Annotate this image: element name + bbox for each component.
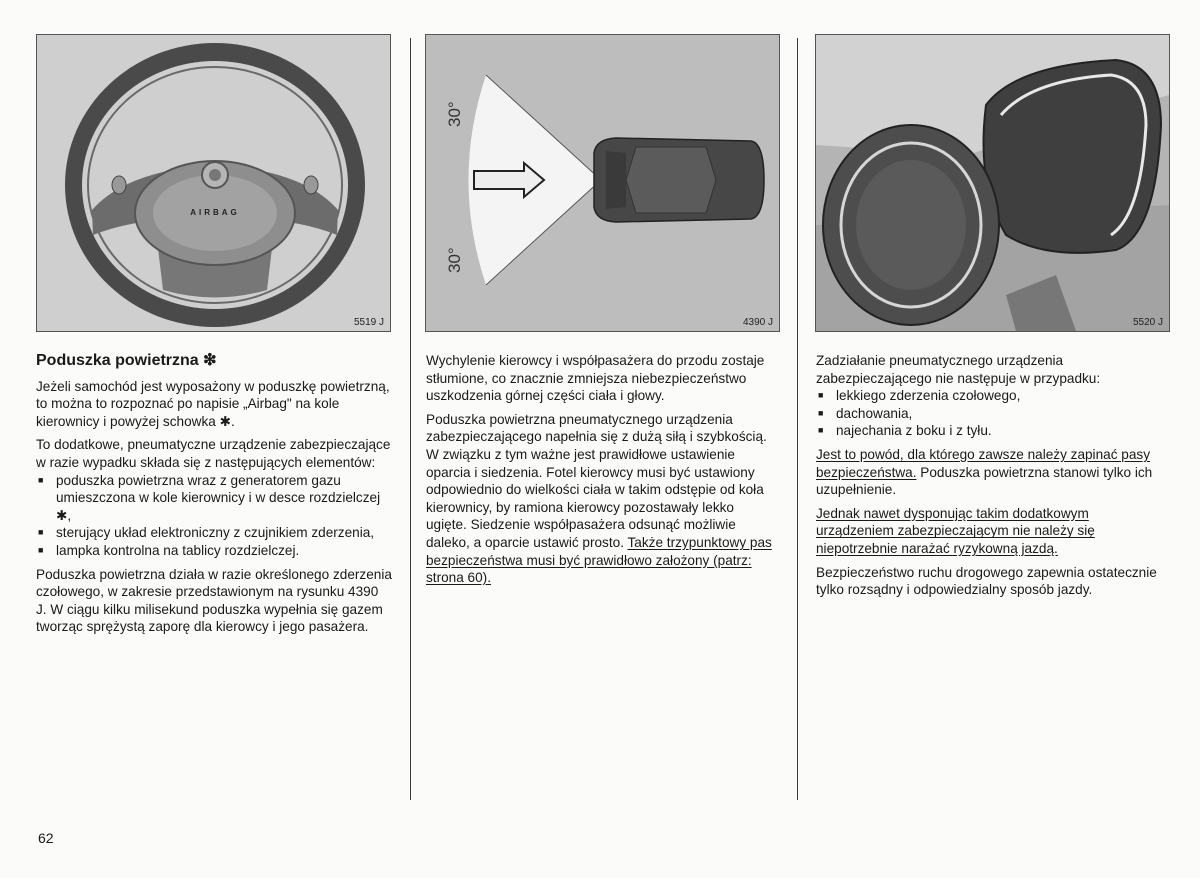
figure-code: 4390 J <box>742 317 773 328</box>
list-item: ■ sterujący układ elektroniczny z czujnikiem zderzenia, <box>36 524 392 542</box>
section-heading <box>36 352 392 370</box>
deployed-airbag-illustration <box>816 35 1169 331</box>
paragraph <box>816 446 1168 499</box>
impact-angle-illustration <box>426 35 779 331</box>
exception-list <box>816 387 1168 440</box>
component-list <box>36 472 392 560</box>
car-top-view-icon <box>594 138 764 222</box>
underlined-note: Także trzypunktowy pas bezpieczeństwa musi być prawidłowo założony (patrz: strona 60). <box>426 534 772 586</box>
steering-wheel-figure <box>36 34 391 332</box>
paragraph-text: Poduszka powietrzna stanowi tylko ich uzupełnienie. <box>816 464 1153 498</box>
paragraph: Bezpieczeństwo ruchu drogowego zapewnia ostatecznie tylko rozsądny i odpowiedzialny sposób jazdy. <box>816 564 1157 598</box>
paragraph-text: Poduszka powietrzna pneumatycznego urządzenia zabezpieczającego napełnia się z dużą siłą i szybkością. W związku z tym ważne jest prawidłowe ustawienie oparcia i siedzenia. Fotel kierowcy musi być ustawiony odpowiednio do wielkości ciała w takim odstępie od koła kierownicy, by ramiona kierowcy pozostawały lekko ugięte. Siedzenie współpasażera odsunąć możliwie daleko, a oparcie ustawić prosto. <box>426 411 767 550</box>
column-divider-right <box>797 38 798 800</box>
section-title: Poduszka powietrzna <box>36 352 199 369</box>
figure-code: 5519 J <box>353 317 384 328</box>
paragraph <box>426 411 778 587</box>
airbag-symbol-icon: ❇ <box>203 352 217 369</box>
angle-top-label: 30° <box>445 101 464 127</box>
list-item: ■ lampka kontrolna na tablicy rozdzielczej. <box>36 542 392 560</box>
list-item: ■ lekkiego zderzenia czołowego, <box>816 387 1168 405</box>
figure-code: 5520 J <box>1132 317 1163 328</box>
underlined-note: Jest to powód, dla którego zawsze należy zapinać pasy bezpieczeństwa. <box>816 446 1150 480</box>
deployed-airbag-figure <box>815 34 1170 332</box>
text-column-2 <box>426 352 778 593</box>
paragraph: Zadziałanie pneumatycznego urządzenia zabezpieczającego nie następuje w przypadku: <box>816 353 1101 386</box>
column-divider-left <box>410 38 411 800</box>
list-item: ■ poduszka powietrzna wraz z generatorem gazu umieszczona w kole kierownicy i w desce rozdzielczej ✱, <box>36 472 392 525</box>
paragraph: Wychylenie kierowcy i współpasażera do przodu zostaje stłumione, co znacznie zmniejsza niebezpieczeństwo uszkodzenia górnej części ciała i głowy. <box>426 353 765 404</box>
page-number: 62 <box>38 830 54 846</box>
airbag-hub-label: AIRBAG <box>190 208 240 217</box>
list-item: ■ najechania z boku i z tyłu. <box>816 422 1168 440</box>
impact-angle-figure <box>425 34 780 332</box>
text-column-1 <box>36 352 392 642</box>
paragraph: To dodatkowe, pneumatyczne urządzenie zabezpieczające w razie wypadku składa się z następujących elementów: <box>36 437 391 470</box>
steering-wheel-illustration <box>37 35 390 331</box>
underlined-paragraph: Jednak nawet dysponując takim dodatkowym urządzeniem zabezpieczającym nie należy się niepotrzebnie narażać ryzykowną jazdą. <box>816 505 1095 556</box>
angle-bottom-label: 30° <box>445 247 464 273</box>
paragraph: Poduszka powietrzna działa w razie określonego zderzenia czołowego, w zakresie przedstawionym na rysunku 4390 J. W ciągu kilku milisekund poduszka wypełnia się gazem tworząc sprężystą zaporę dla kierowcy i jego pasażera. <box>36 566 392 635</box>
text-column-3 <box>816 352 1168 605</box>
list-item: ■ dachowania, <box>816 405 1168 423</box>
paragraph: Jeżeli samochód jest wyposażony w poduszkę powietrzną, to można to rozpoznać po napisie „Airbag" na kole kierownicy i powyżej schowka ✱. <box>36 378 390 429</box>
